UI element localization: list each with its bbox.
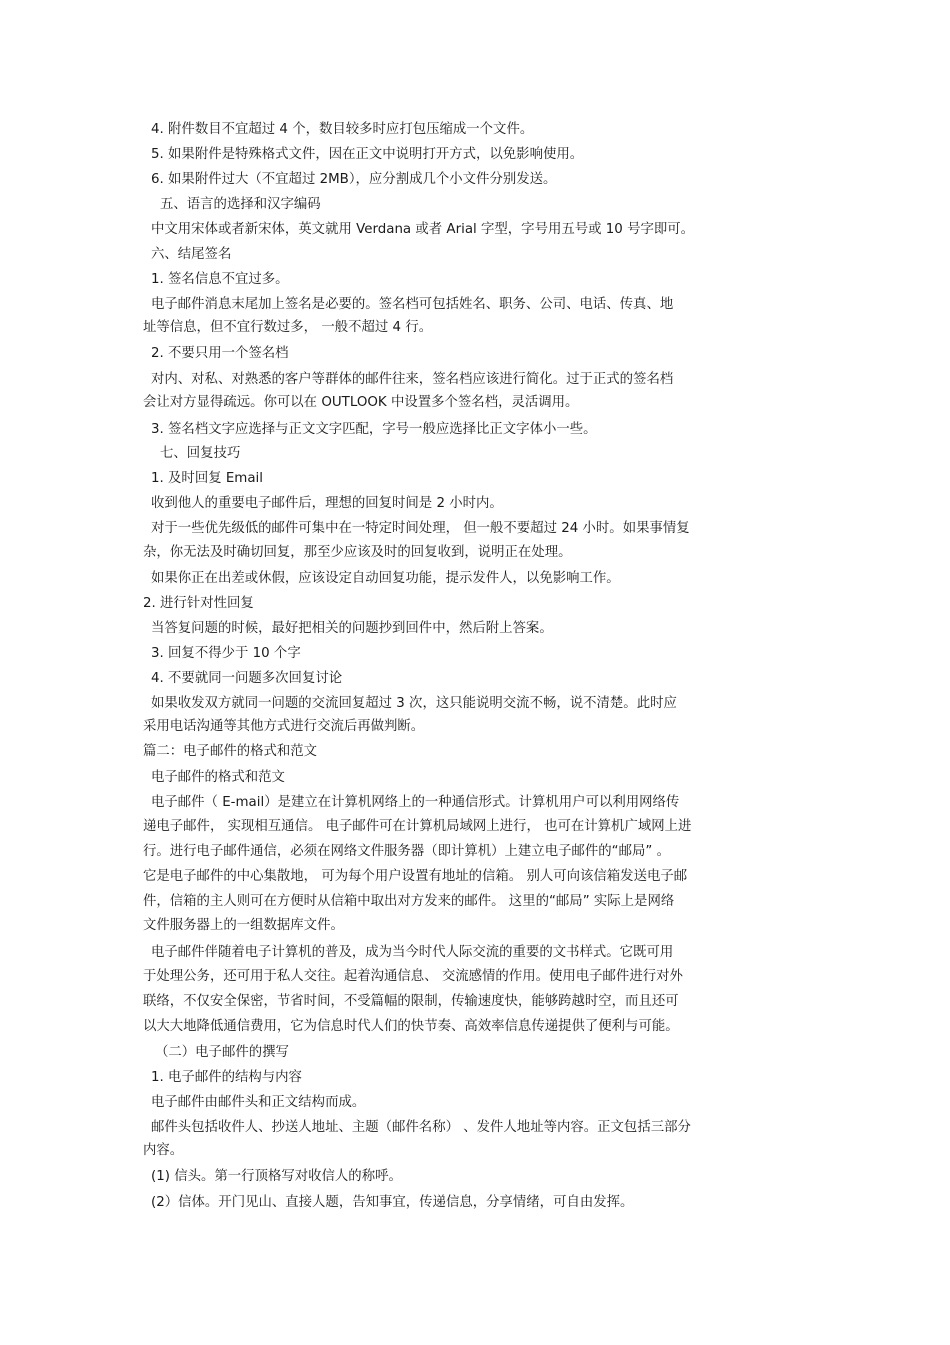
section-heading: 六、结尾签名 bbox=[151, 247, 232, 262]
text-line: 当答复问题的时候，最好把相关的问题抄到回件中，然后附上答案。 bbox=[151, 621, 553, 636]
text-line: 1. 及时回复 Email bbox=[151, 471, 264, 486]
text-line: 递电子邮件， 实现相互通信。 电子邮件可在计算机局域网上进行， 也可在计算机广域网上进 bbox=[143, 819, 692, 834]
text-line: 杂，你无法及时确切回复，那至少应该及时的回复收到，说明正在处理。 bbox=[143, 545, 572, 560]
text-line: 电子邮件由邮件头和正文结构而成。 bbox=[151, 1095, 366, 1110]
text-line: 如果你正在出差或休假，应该设定自动回复功能，提示发件人，以免影响工作。 bbox=[151, 571, 620, 586]
text-line: 行。进行电子邮件通信，必须在网络文件服务器（即计算机）上建立电子邮件的“邮局” 。 bbox=[143, 844, 670, 859]
text-line: (1) 信头。第一行顶格写对收信人的称呼。 bbox=[151, 1169, 402, 1184]
text-line: 1. 电子邮件的结构与内容 bbox=[151, 1070, 302, 1085]
text-line: 3. 回复不得少于 10 个字 bbox=[151, 646, 301, 661]
text-line: 内容。 bbox=[143, 1143, 184, 1158]
text-line: 件，信箱的主人则可在方便时从信箱中取出对方发来的邮件。 这里的“邮局” 实际上是网络 bbox=[143, 894, 675, 909]
text-line: 4. 附件数目不宜超过 4 个，数目较多时应打包压缩成一个文件。 bbox=[151, 122, 534, 137]
text-line: 电子邮件的格式和范文 bbox=[151, 770, 285, 785]
text-line: 4. 不要就同一问题多次回复讨论 bbox=[151, 671, 343, 686]
text-line: 对于一些优先级低的邮件可集中在一特定时间处理， 但一般不要超过 24 小时。如果事情复 bbox=[151, 521, 690, 536]
text-line: 3. 签名档文字应选择与正文文字匹配，字号一般应选择比正文字体小一些。 bbox=[151, 422, 597, 437]
text-line: 于处理公务，还可用于私人交往。起着沟通信息、 交流感情的作用。使用电子邮件进行对外 bbox=[143, 969, 683, 984]
text-line: 采用电话沟通等其他方式进行交流后再做判断。 bbox=[143, 719, 425, 734]
text-line: 2. 进行针对性回复 bbox=[143, 596, 254, 611]
text-line: (2）信体。开门见山、直接人题，告知事宜，传递信息，分享情绪，可自由发挥。 bbox=[151, 1195, 634, 1210]
section-heading: 五、语言的选择和汉字编码 bbox=[160, 197, 321, 212]
text-line: 址等信息，但不宜行数过多， 一般不超过 4 行。 bbox=[143, 320, 433, 335]
text-line: 中文用宋体或者新宋体，英文就用 Verdana 或者 Arial 字型，字号用五号或 10 号字即可。 bbox=[151, 222, 695, 237]
text-line: 1. 签名信息不宜过多。 bbox=[151, 272, 289, 287]
text-line: 电子邮件消息末尾加上签名是必要的。签名档可包括姓名、职务、公司、电话、传真、地 bbox=[151, 297, 674, 312]
text-line: 电子邮件（ E-mail）是建立在计算机网络上的一种通信形式。计算机用户可以利用网络传 bbox=[151, 795, 680, 810]
text-line: 联络，不仅安全保密，节省时间，不受篇幅的限制，传输速度快，能够跨越时空，而且还可 bbox=[143, 994, 679, 1009]
text-line: 邮件头包括收件人、抄送人地址、主题（邮件名称） 、发件人地址等内容。正文包括三部分 bbox=[151, 1120, 691, 1135]
section-heading: 七、回复技巧 bbox=[160, 446, 241, 461]
text-line: 文件服务器上的一组数据库文件。 bbox=[143, 918, 344, 933]
text-line: 以大大地降低通信费用，它为信息时代人们的快节奏、高效率信息传递提供了便利与可能。 bbox=[143, 1019, 679, 1034]
text-line: 会让对方显得疏远。你可以在 OUTLOOK 中设置多个签名档，灵活调用。 bbox=[143, 395, 579, 410]
section-heading: 篇二：电子邮件的格式和范文 bbox=[143, 744, 318, 759]
text-line: 它是电子邮件的中心集散地， 可为每个用户设置有地址的信箱。 别人可向该信箱发送电子邮 bbox=[143, 869, 688, 884]
text-line: 5. 如果附件是特殊格式文件，因在正文中说明打开方式，以免影响使用。 bbox=[151, 147, 584, 162]
section-heading: （二）电子邮件的撰写 bbox=[155, 1045, 289, 1060]
text-line: 电子邮件伴随着电子计算机的普及，成为当今时代人际交流的重要的文书样式。它既可用 bbox=[151, 945, 674, 960]
text-line: 收到他人的重要电子邮件后，理想的回复时间是 2 小时内。 bbox=[151, 496, 503, 511]
text-line: 6. 如果附件过大（不宜超过 2MB），应分割成几个小文件分别发送。 bbox=[151, 172, 557, 187]
text-line: 2. 不要只用一个签名档 bbox=[151, 346, 289, 361]
text-line: 对内、对私、对熟悉的客户等群体的邮件往来，签名档应该进行简化。过于正式的签名档 bbox=[151, 372, 674, 387]
text-line: 如果收发双方就同一问题的交流回复超过 3 次，这只能说明交流不畅，说不清楚。此时应 bbox=[151, 696, 677, 711]
